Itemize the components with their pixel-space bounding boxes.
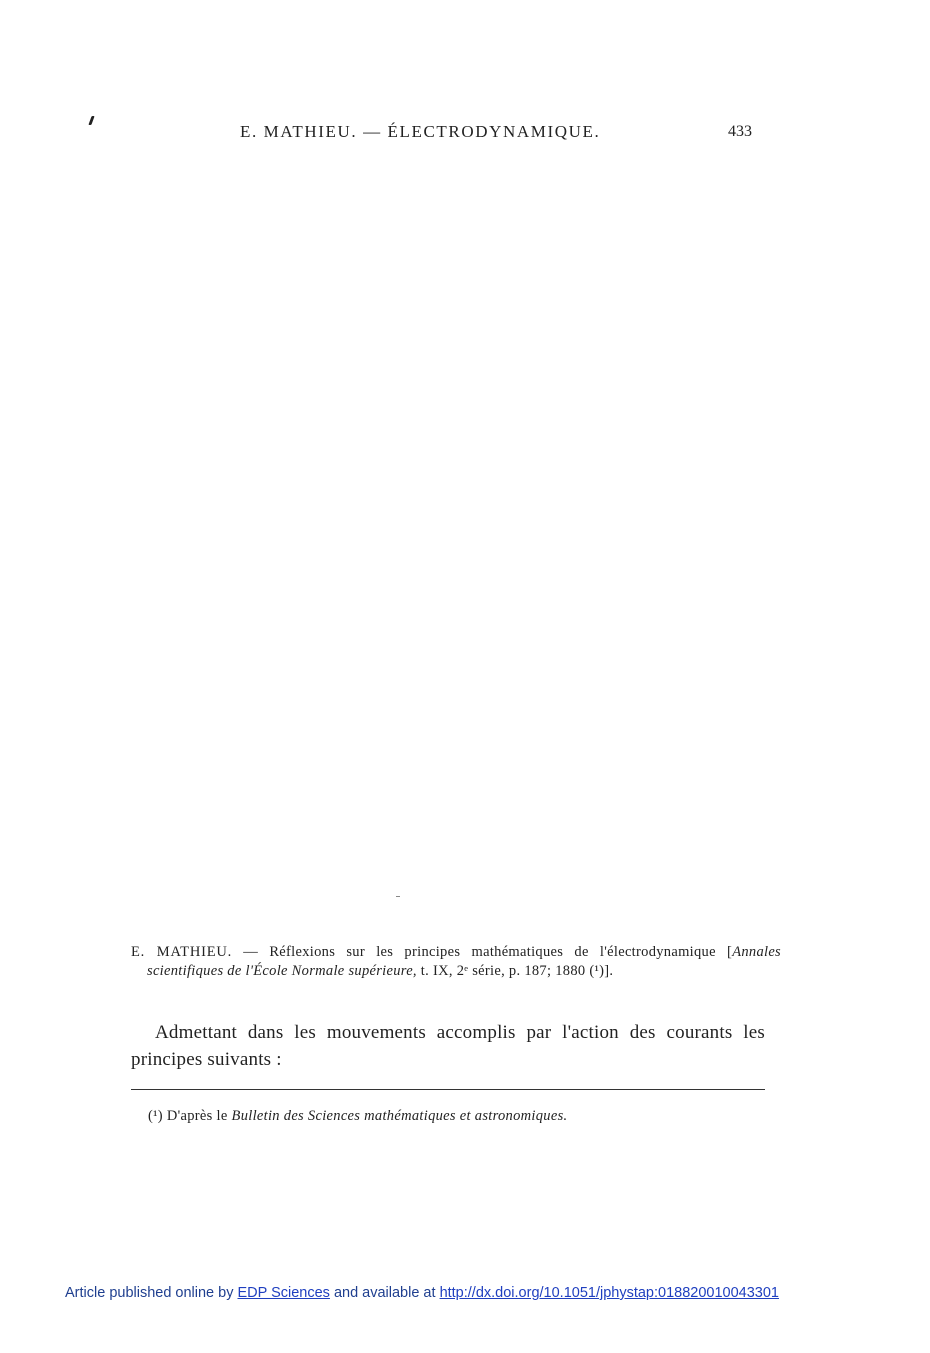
reference-dash: — — [232, 944, 270, 960]
running-title: E. MATHIEU. — ÉLECTRODYNAMIQUE. — [240, 122, 601, 141]
reference-author: E. MATHIEU. — [131, 944, 233, 960]
stray-mark — [88, 116, 94, 125]
publication-middle: and available at — [329, 1285, 440, 1301]
reference-title: Réflexions sur les principes mathématiques de l'électrodynamique — [269, 944, 716, 960]
print-speck — [396, 896, 400, 897]
publication-prefix: Article published online by — [65, 1285, 238, 1301]
publication-line — [65, 1285, 779, 1301]
page-number: 433 — [728, 123, 752, 140]
reference-details: t. IX, 2ᵉ série, p. 187; 1880 (¹)]. — [416, 963, 614, 979]
footnote-source: Bulletin des Sciences mathématiques et astronomiques. — [231, 1108, 568, 1124]
body-paragraph: Admettant dans les mouvements accomplis par l'action des courants les principes suivants : — [131, 1022, 765, 1070]
reference-entry — [131, 943, 781, 981]
reference-journal: Annales scientifiques de l'École Normale supérieure, — [147, 944, 782, 979]
footnote — [148, 1108, 768, 1125]
doi-link[interactable]: http://dx.doi.org/10.1051/jphystap:018820010043301 — [439, 1285, 779, 1301]
footnote-marker: (¹) D'après le — [148, 1108, 232, 1124]
publisher-link[interactable]: EDP Sciences — [237, 1285, 330, 1301]
footnote-rule — [131, 1089, 765, 1090]
reference-bracket: [ — [715, 944, 733, 960]
